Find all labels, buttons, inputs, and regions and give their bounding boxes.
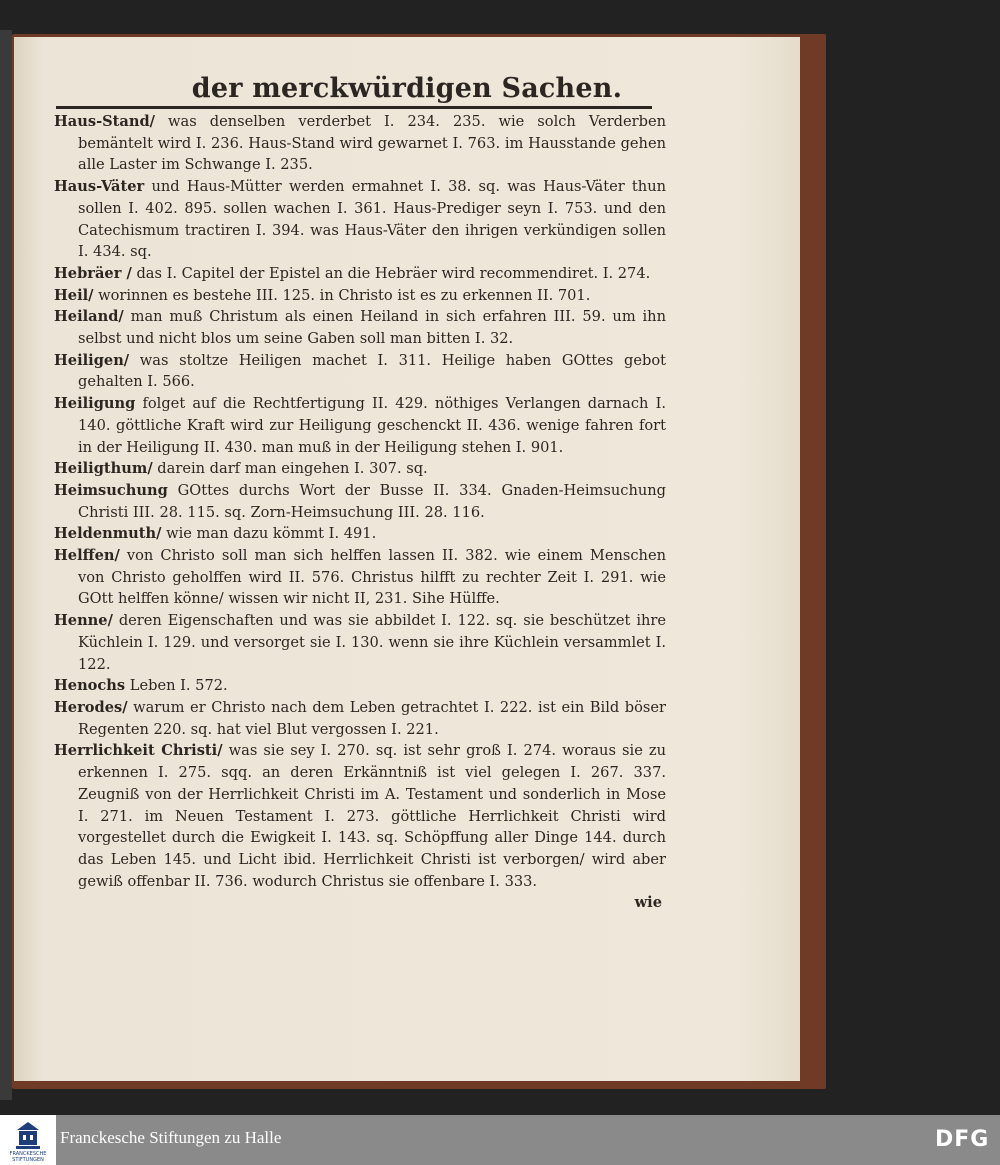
entry-headword: Herrlichkeit Christi/ <box>54 742 223 760</box>
entry-headword: Henne/ <box>54 612 113 630</box>
index-entry <box>54 610 666 675</box>
index-entry <box>54 480 666 523</box>
index-entry <box>54 111 666 176</box>
index-entry <box>54 523 666 545</box>
entry-references: folget auf die Rechtfertigung II. 429. nöthiges Verlangen darnach I. 140. göttliche Kraft wird zur Heiligung geschenckt II. 436. wenige fahren fort in der Heiligung II. 430. man muß in der Heiligung stehen I. 901. <box>78 395 666 456</box>
entry-headword: Heiligen/ <box>54 351 130 369</box>
catchword: wie <box>634 894 662 912</box>
book-page <box>14 37 800 1081</box>
entry-headword: Heiligthum/ <box>54 460 153 478</box>
entry-headword: Haus-Väter <box>54 178 145 196</box>
entry-references: und Haus-Mütter werden ermahnet I. 38. sq. was Haus-Väter thun sollen I. 402. 895. sollen wachen I. 361. Haus-Prediger seyn I. 753. und den Catechismum tractiren I. 394. was Haus-Väter den ihrigen verkündigen sollen I. 434. sq. <box>78 178 666 261</box>
entry-references: was stoltze Heiligen machet I. 311. Heilige haben GOttes gebot gehalten I. 566. <box>78 351 666 391</box>
entry-headword: Helffen/ <box>54 547 120 565</box>
dfg-logo[interactable]: DFG <box>935 1127 990 1152</box>
index-entry <box>54 697 666 740</box>
entry-headword: Haus-Stand/ <box>54 113 156 130</box>
entry-headword: Heiligung <box>54 395 136 413</box>
index-entry <box>54 285 666 307</box>
entry-references: von Christo soll man sich helffen lassen II. 382. wie einem Menschen von Christo geholffen wird II. 576. Christus hilfft zu rechter Zeit I. 291. wie GOtt helffen könne/ wissen wir nicht II, 231. Sihe Hülffe. <box>78 547 666 608</box>
entry-headword: Hebräer / <box>54 264 132 282</box>
index-entry <box>54 740 666 892</box>
index-entry <box>54 176 666 263</box>
entry-references: deren Eigenschaften und was sie abbildet I. 122. sq. sie beschützet ihre Küchlein I. 129. und versorget sie I. 130. wenn sie ihre Küchlein versammlet I. 122. <box>78 612 666 673</box>
entry-references: worinnen es bestehe III. 125. in Christo ist es zu erkennen II. 701. <box>93 286 591 304</box>
index-entry <box>54 545 666 610</box>
building-icon <box>14 1121 42 1151</box>
index-entry <box>54 306 666 349</box>
index-entry <box>54 458 666 480</box>
footer-bar <box>0 1115 1000 1165</box>
index-entry <box>54 263 666 285</box>
index-entry <box>54 393 666 458</box>
entry-headword: Heil/ <box>54 286 94 304</box>
logo-label: FRANCKESCHE STIFTUNGEN <box>9 1151 47 1163</box>
entry-headword: Herodes/ <box>54 698 128 716</box>
entry-references: was sie sey I. 270. sq. ist sehr groß I. 274. woraus sie zu erkennen I. 275. sqq. an deren Erkänntniß ist viel gelegen I. 267. 337. Zeugniß von der Herrlichkeit Christi im A. Testament und sonderlich in Mose I. 271. im Neuen Testament I. 273. göttliche Herrlichkeit Christi wird vorgestellet durch die Ewigkeit I. 143. sq. Schöpffung aller Dinge 144. durch das Leben 145. und Licht ibid. Herrlichkeit Christi ist verborgen/ wird aber gewiß offenbar II. 736. wodurch Christus sie offenbare I. 333. <box>78 742 667 890</box>
entry-references: wie man dazu kömmt I. 491. <box>161 525 377 543</box>
index-entry <box>54 675 666 697</box>
running-head: der merckwürdigen Sachen. <box>191 73 623 104</box>
header-rule <box>56 106 652 109</box>
index-entries <box>54 111 666 914</box>
index-entry <box>54 350 666 393</box>
entry-references: man muß Christum als einen Heiland in sich erfahren III. 59. um ihn selbst und nicht blos um seine Gaben soll man bitten I. 32. <box>78 308 666 348</box>
entry-references: GOttes durchs Wort der Busse II. 334. Gnaden-Heimsuchung Christi III. 28. 115. sq. Zorn-Heimsuchung III. 28. 116. <box>78 481 666 521</box>
entry-references: Leben I. 572. <box>125 677 228 695</box>
entry-headword: Henochs <box>54 677 126 695</box>
entry-references: was denselben verderbet I. 234. 235. wie solch Verderben bemäntelt wird I. 236. Haus-Stand wird gewarnet I. 763. im Hausstande gehen alle Laster im Schwange I. 235. <box>78 113 666 174</box>
institution-name: Franckesche Stiftungen zu Halle <box>60 1128 282 1147</box>
previous-page-edge <box>0 30 12 1100</box>
entry-headword: Heimsuchung <box>54 481 168 499</box>
franckesche-logo[interactable] <box>0 1115 56 1165</box>
entry-references: darein darf man eingehen I. 307. sq. <box>152 460 428 478</box>
entry-headword: Heiland/ <box>54 308 124 326</box>
entry-references: das I. Capitel der Epistel an die Hebräer wird recommendiret. I. 274. <box>131 264 651 282</box>
entry-references: warum er Christo nach dem Leben getrachtet I. 222. ist ein Bild böser Regenten 220. sq. hat viel Blut vergossen I. 221. <box>78 698 666 738</box>
entry-headword: Heldenmuth/ <box>54 525 162 543</box>
